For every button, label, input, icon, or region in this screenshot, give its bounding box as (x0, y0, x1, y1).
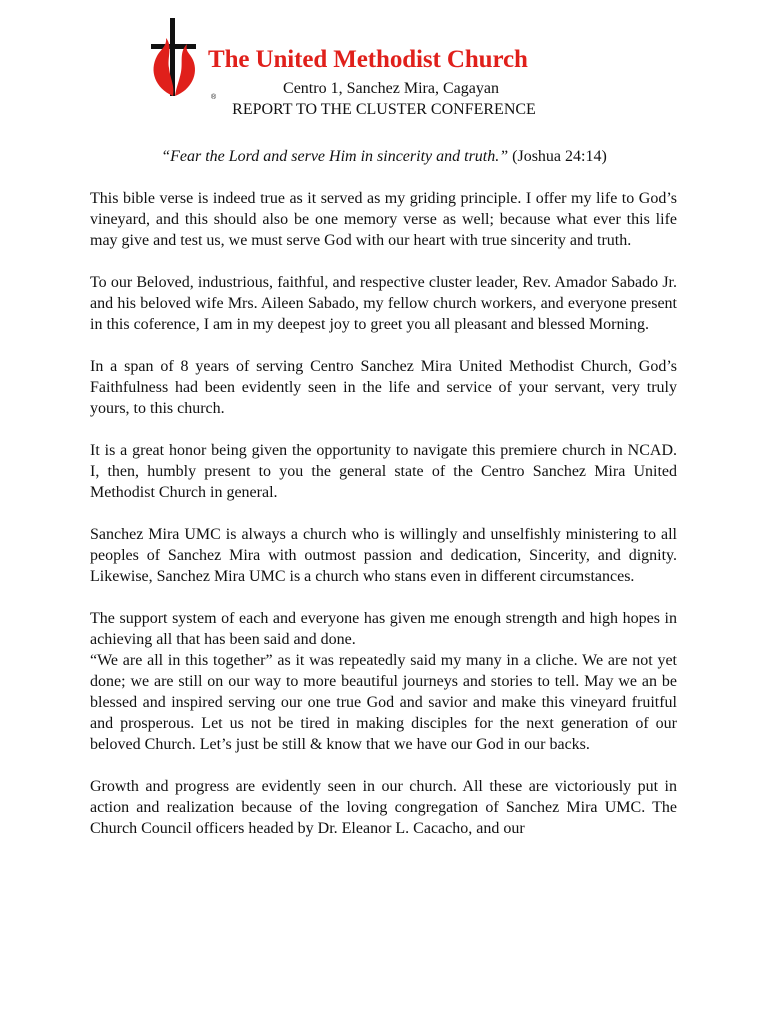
paragraph: The support system of each and everyone has given me enough strength and high hopes in achieving all that has been said and done. (90, 610, 677, 648)
report-title: REPORT TO THE CLUSTER CONFERENCE (232, 101, 536, 118)
paragraph: This bible verse is indeed true as it served as my griding principle. I offer my life to God’s vineyard, and this should also be one memory verse as well; because what ever this life may give and test us, we must serve God with our heart with true sincerity and truth. (90, 190, 677, 249)
report-body (90, 188, 677, 860)
church-name: The United Methodist Church (208, 46, 528, 73)
bible-verse (0, 148, 768, 166)
paragraph: Growth and progress are evidently seen in our church. All these are victoriously put in action and realization because of the loving congregation of Sanchez Mira UMC. The Church Council officers headed by Dr. Eleanor L. Cacacho, and our (90, 778, 677, 837)
registered-mark: ® (211, 94, 217, 101)
paragraph: To our Beloved, industrious, faithful, and respective cluster leader, Rev. Amador Sabado Jr. and his beloved wife Mrs. Aileen Sabado, my fellow church workers, and everyone present in this coference, I am in my deepest joy to greet you all pleasant and blessed Morning. (90, 274, 677, 333)
paragraph: “We are all in this together” as it was repeatedly said my many in a cliche. We are not yet done; we are still on our way to more beautiful journeys and stories to tell. May we an be blessed and inspired serving our one true God and savior and make this vineyard fruitful and prosperous. Let us not be tired in making disciples for the next generation of our beloved Church. Let’s just be still & know that we have our God in our backs. (90, 652, 677, 753)
verse-reference: (Joshua 24:14) (508, 148, 607, 165)
church-address: Centro 1, Sanchez Mira, Cagayan (283, 80, 499, 97)
paragraph: Sanchez Mira UMC is always a church who is willingly and unselfishly ministering to all peoples of Sanchez Mira with outmost passion and dedication, Sincerity, and dignity. Likewise, Sanchez Mira UMC is a church who stans even in different circumstances. (90, 526, 677, 585)
paragraph: In a span of 8 years of serving Centro Sanchez Mira United Methodist Church, God’s Faithfulness had been evidently seen in the life and service of your servant, very truly yours, to this church. (90, 358, 677, 417)
verse-quote: “Fear the Lord and serve Him in sincerity and truth.” (161, 148, 509, 165)
paragraph: It is a great honor being given the opportunity to navigate this premiere church in NCAD. I, then, humbly present to you the general state of the Centro Sanchez Mira United Methodist Church in general. (90, 442, 677, 501)
